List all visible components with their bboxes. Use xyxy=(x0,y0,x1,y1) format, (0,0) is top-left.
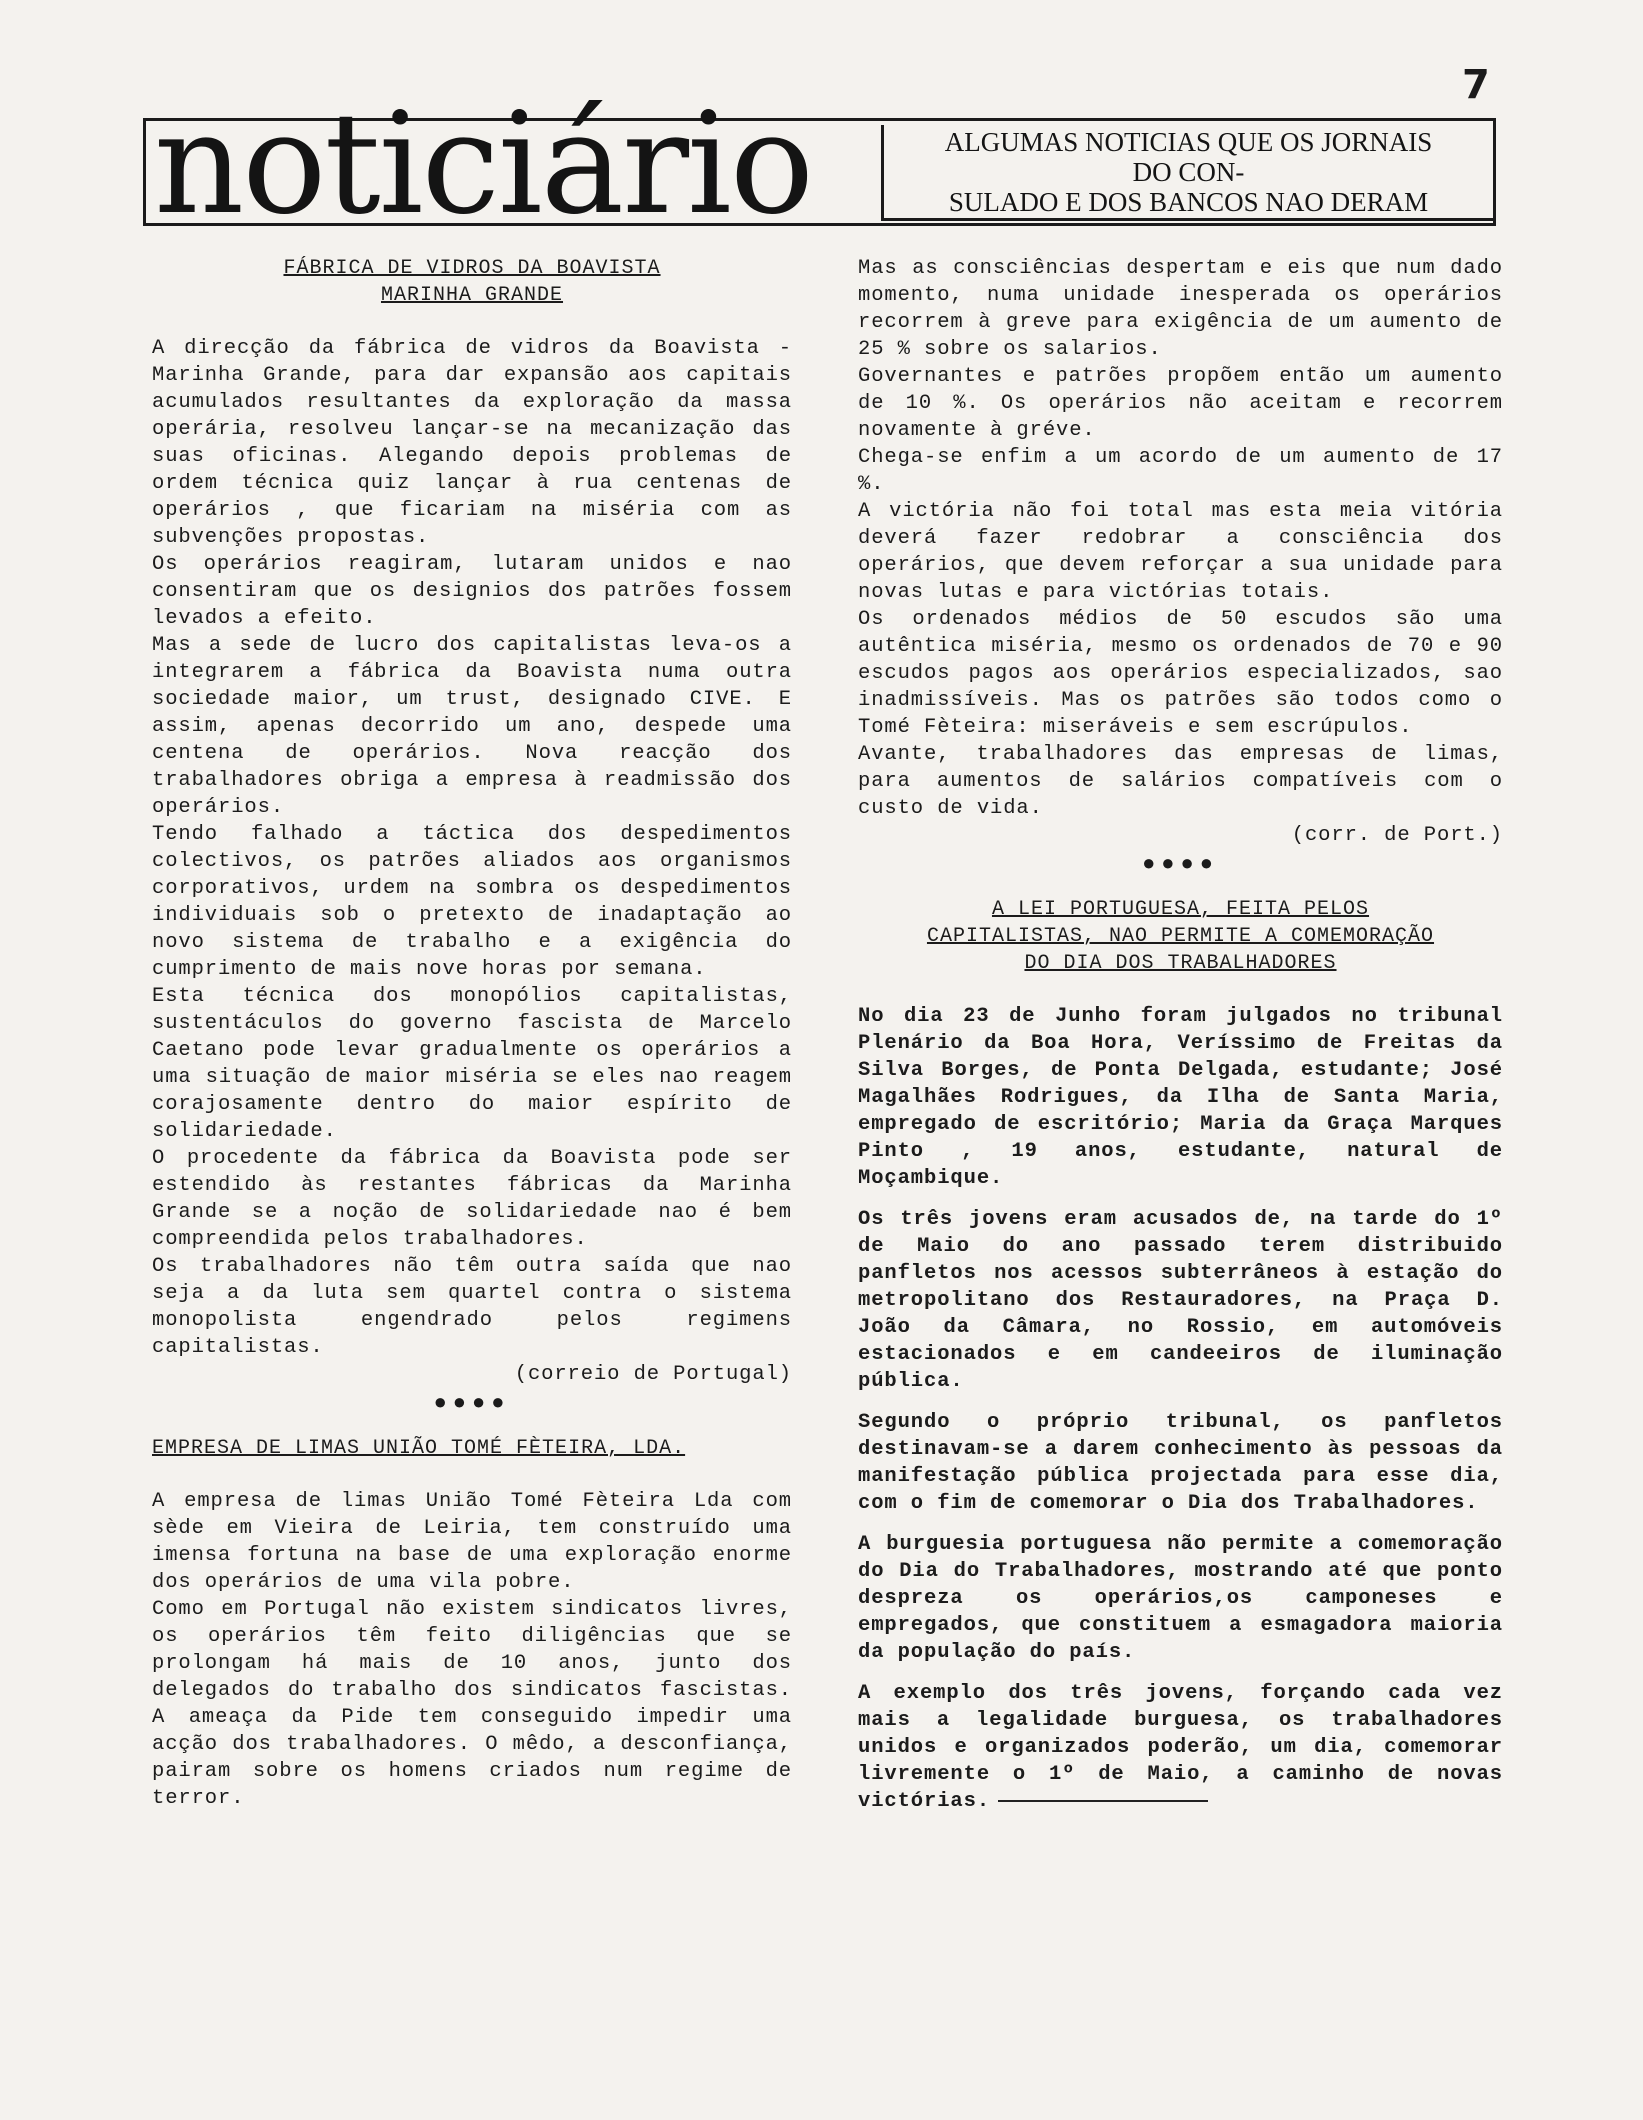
article-headline: MARINHA GRANDE xyxy=(380,284,564,307)
separator-dots: ●●●● xyxy=(433,1391,511,1416)
article-paragraph: A empresa de limas União Tomé Fèteira Lda com sède em Vieira de Leiria, tem construído uma imensa fortuna na base de uma exploração enorme dos operários de uma vila pobre. xyxy=(152,1490,792,1594)
right-column xyxy=(858,255,1503,1815)
article-paragraph xyxy=(858,1680,1503,1815)
article-paragraph: Esta técnica dos monopólios capitalistas, sustentáculos do governo fascista de Marcelo Caetano pode levar gradualmente os operários a uma situação de maior miséria se eles nao reagem corajosamente dentro do maior espírito de solidariedade. xyxy=(152,985,792,1143)
article-paragraph-text: A exemplo dos três jovens, forçando cada vez mais a legalidade burguesa, os trabalhadores unidos e organizados poderão, um dia, comemorar livremente o 1º de Maio, a caminho de novas victórias. xyxy=(858,1682,1503,1813)
article-headline: CAPITALISTAS, NAO PERMITE A COMEMORAÇÃO xyxy=(926,925,1435,948)
article-paragraph: O procedente da fábrica da Boavista pode ser estendido às restantes fábricas da Marinha Grande se a noção de solidariedade nao é bem compreendida pelos trabalhadores. xyxy=(152,1147,792,1251)
article-paragraph: Os trabalhadores não têm outra saída que nao seja a da luta sem quartel contra o sistema monopolista engendrado pelos regimens capitalistas. xyxy=(152,1255,792,1359)
left-column xyxy=(152,255,792,1812)
article-paragraph: Os operários reagiram, lutaram unidos e nao consentiram que os designios dos patrões fossem levados a efeito. xyxy=(152,553,792,630)
masthead xyxy=(143,83,1496,246)
article-paragraph: A victória não foi total mas esta meia vitória deverá fazer redobrar a consciência dos operários, que devem reforçar a sua unidade para novas lutas e para victórias totais. xyxy=(858,500,1503,604)
article-paragraph: Mas a sede de lucro dos capitalistas leva-os a integrarem a fábrica da Boavista numa outra sociedade maior, um trust, designado CIVE. E assim, apenas decorrido um ano, despede uma centena de operários. Nova reacção dos trabalhadores obriga a empresa à readmissão dos operários. xyxy=(152,634,792,819)
article-headline: EMPRESA DE LIMAS UNIÃO TOMÉ FÈTEIRA, LDA. xyxy=(152,1437,686,1460)
article-headline: FÁBRICA DE VIDROS DA BOAVISTA xyxy=(283,257,661,280)
article-paragraph: Mas as consciências despertam e eis que num dado momento, numa unidade inesperada os operários recorrem à greve para exigência de um aumento de 25 % sobre os salarios. xyxy=(858,257,1503,361)
masthead-subtitle-line: DO CON- xyxy=(1132,157,1245,187)
article-paragraph: Como em Portugal não existem sindicatos livres, os operários têm feito diligências que se prolongam há mais de 10 anos, junto dos delegados do trabalho dos sindicatos fascistas. A ameaça da Pide tem conseguido impedir uma acção dos trabalhadores. O mêdo, a desconfiança, pairam sobre os homens criados num regime de terror. xyxy=(152,1598,792,1810)
article-paragraph: Governantes e patrões propõem então um aumento de 10 %. Os operários não aceitam e recorrem novamente à gréve. xyxy=(858,365,1503,442)
article-paragraph: No dia 23 de Junho foram julgados no tribunal Plenário da Boa Hora, Veríssimo de Freitas da Silva Borges, de Ponta Delgada, estudante; José Magalhães Rodrigues, da Ilha de Santa Maria, empregado de escritório; Maria da Graça Marques Pinto , 19 anos, estudante, natural de Moçambique. xyxy=(858,1005,1503,1190)
article-paragraph: A burguesia portuguesa não permite a comemoração do Dia do Trabalhadores, mostrando até que ponto despreza os operários,os camponeses e empregados, que constituem a esmagadora maioria da população do país. xyxy=(858,1533,1503,1664)
page-number: 7 xyxy=(1462,62,1490,108)
masthead-subtitle-line: ALGUMAS NOTICIAS QUE OS JORNAIS xyxy=(944,127,1433,157)
article-paragraph: A direcção da fábrica de vidros da Boavista -Marinha Grande, para dar expansão aos capitais acumulados resultantes da exploração da massa operária, resolveu lançar-se na mecanização das suas oficinas. Alegando depois problemas de ordem técnica quiz lançar à rua centenas de operários , que ficariam na miséria com as subvenções propostas. xyxy=(152,337,792,549)
masthead-subtitle xyxy=(881,125,1493,221)
article-paragraph: Avante, trabalhadores das empresas de limas, para aumentos de salários compatíveis com o custo de vida. xyxy=(858,743,1503,820)
article-paragraph: Tendo falhado a táctica dos despedimentos colectivos, os patrões aliados aos organismos corporativos, urdem na sombra os despedimentos individuais sob o pretexto de inadaptação ao novo sistema de trabalho e a exigência do cumprimento de mais nove horas por semana. xyxy=(152,823,792,981)
article-paragraph: Os ordenados médios de 50 escudos são uma autêntica miséria, mesmo os ordenados de 70 e 90 escudos pagos aos operários especializados, sao inadmissíveis. Mas os patrões são todos como o Tomé Fèteira: miseráveis e sem escrúpulos. xyxy=(858,608,1503,739)
article-paragraph: Os três jovens eram acusados de, na tarde do 1º de Maio do ano passado terem distribuido panfletos nos acessos subterrâneos à estação do metropolitano dos Restauradores, na Praça D. João da Câmara, no Rossio, em automóveis estacionados e em candeeiros de iluminação pública. xyxy=(858,1208,1503,1393)
masthead-subtitle-line: SULADO E DOS BANCOS NAO DERAM xyxy=(948,187,1429,217)
article-headline: A LEI PORTUGUESA, FEITA PELOS xyxy=(991,898,1370,921)
masthead-title: noticiário xyxy=(154,83,813,246)
article-headline: DO DIA DOS TRABALHADORES xyxy=(1024,952,1337,975)
article-credit: (corr. de Port.) xyxy=(1291,824,1503,847)
end-rule xyxy=(998,1800,1208,1802)
separator-dots: ●●●● xyxy=(1142,852,1219,877)
article-credit: (correio de Portugal) xyxy=(514,1363,792,1386)
article-paragraph: Chega-se enfim a um acordo de um aumento de 17 %. xyxy=(858,446,1503,496)
article-paragraph: Segundo o próprio tribunal, os panfletos destinavam-se a darem conhecimento às pessoas da manifestação pública projectada para esse dia, com o fim de comemorar o Dia dos Trabalhadores. xyxy=(858,1411,1503,1515)
